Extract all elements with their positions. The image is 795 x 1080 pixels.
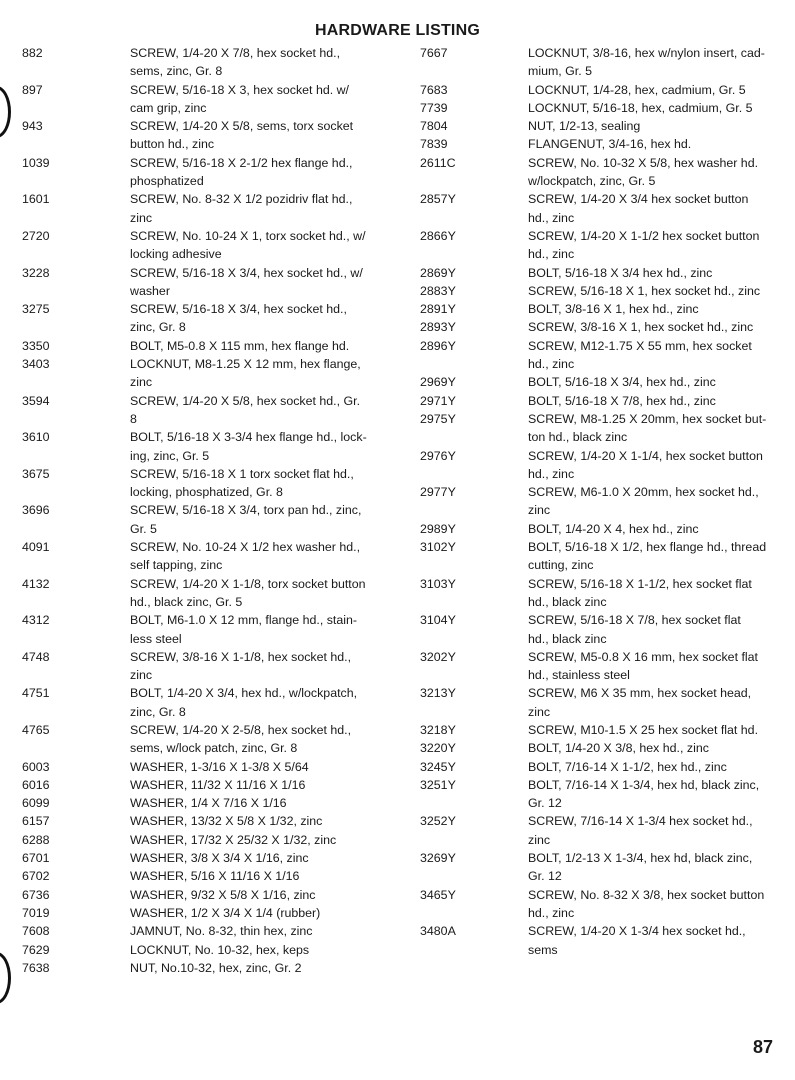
description-line: SCREW, M6-1.0 X 20mm, hex socket hd., xyxy=(528,485,759,500)
description-line: BOLT, 1/4-20 X 4, hex hd., zinc xyxy=(528,521,699,536)
part-entry xyxy=(420,227,775,264)
description-line: LOCKNUT, 1/4-28, hex, cadmium, Gr. 5 xyxy=(528,82,746,97)
part-entry xyxy=(22,355,392,392)
description-line: SCREW, M10-1.5 X 25 hex socket flat hd. xyxy=(528,722,759,737)
part-entry xyxy=(22,154,392,191)
part-number: 2896Y xyxy=(420,338,456,353)
part-description xyxy=(528,611,775,648)
part-number: 2857Y xyxy=(420,192,456,207)
part-entry xyxy=(22,721,392,758)
binder-hole-mark xyxy=(0,86,11,138)
description-line: WASHER, 3/8 X 3/4 X 1/16, zinc xyxy=(130,851,309,866)
description-line: zinc, Gr. 8 xyxy=(130,320,186,335)
part-description xyxy=(130,264,392,301)
description-line: WASHER, 1-3/16 X 1-3/8 X 5/64 xyxy=(130,759,309,774)
part-entry xyxy=(22,758,392,776)
description-line: SCREW, No. 10-24 X 1, torx socket hd., w/ xyxy=(130,228,366,243)
part-entry xyxy=(22,611,392,648)
part-entry xyxy=(420,264,775,282)
part-description xyxy=(130,117,392,154)
part-entry xyxy=(22,648,392,685)
part-entry xyxy=(420,81,775,99)
part-entry xyxy=(420,373,775,391)
part-description xyxy=(528,410,775,447)
part-number: 7019 xyxy=(22,905,50,920)
description-line: BOLT, M5-0.8 X 115 mm, hex flange hd. xyxy=(130,338,350,353)
part-description xyxy=(130,776,392,794)
part-entry xyxy=(22,117,392,154)
part-entry xyxy=(22,264,392,301)
part-description xyxy=(130,922,392,940)
description-line: WASHER, 17/32 X 25/32 X 1/32, zinc xyxy=(130,832,337,847)
part-number: 7638 xyxy=(22,960,50,975)
part-number: 3245Y xyxy=(420,759,456,774)
part-number: 4751 xyxy=(22,686,50,701)
part-description xyxy=(528,812,775,849)
description-line: WASHER, 9/32 X 5/8 X 1/16, zinc xyxy=(130,887,316,902)
part-description xyxy=(130,721,392,758)
part-description xyxy=(528,758,775,776)
part-number: 2611C xyxy=(420,155,456,170)
part-entry xyxy=(22,831,392,849)
description-line: SCREW, 5/16-18 X 1, hex socket hd., zinc xyxy=(528,283,761,298)
description-line: SCREW, No. 10-24 X 1/2 hex washer hd., xyxy=(130,540,361,555)
description-line: hd., black zinc xyxy=(528,594,607,609)
part-description xyxy=(528,648,775,685)
part-description xyxy=(528,227,775,264)
part-number: 7839 xyxy=(420,137,448,152)
part-entry xyxy=(22,465,392,502)
part-entry xyxy=(22,922,392,940)
description-line: WASHER, 1/2 X 3/4 X 1/4 (rubber) xyxy=(130,905,321,920)
part-description xyxy=(130,959,392,977)
part-number: 2975Y xyxy=(420,411,456,426)
description-line: zinc xyxy=(528,704,551,719)
description-line: BOLT, 7/16-14 X 1-1/2, hex hd., zinc xyxy=(528,759,727,774)
description-line: SCREW, 1/4-20 X 5/8, sems, torx socket xyxy=(130,119,354,134)
part-entry xyxy=(420,739,775,757)
description-line: SCREW, No. 8-32 X 1/2 pozidriv flat hd., xyxy=(130,192,353,207)
part-description xyxy=(130,794,392,812)
description-line: zinc xyxy=(130,375,153,390)
part-number: 6157 xyxy=(22,814,50,829)
part-description xyxy=(528,922,775,959)
part-entry xyxy=(22,300,392,337)
description-line: hd., stainless steel xyxy=(528,668,630,683)
description-line: WASHER, 13/32 X 5/8 X 1/32, zinc xyxy=(130,814,323,829)
description-line: JAMNUT, No. 8-32, thin hex, zinc xyxy=(130,924,313,939)
description-line: hd., zinc xyxy=(528,210,575,225)
part-number: 3103Y xyxy=(420,576,456,591)
part-number: 3102Y xyxy=(420,540,456,555)
part-entry xyxy=(22,812,392,830)
description-line: SCREW, M8-1.25 X 20mm, hex socket but- xyxy=(528,411,767,426)
part-entry xyxy=(22,337,392,355)
part-number: 2883Y xyxy=(420,283,456,298)
description-line: zinc, Gr. 8 xyxy=(130,704,186,719)
part-number: 6099 xyxy=(22,796,50,811)
part-entry xyxy=(22,227,392,264)
part-description xyxy=(528,282,775,300)
part-description xyxy=(528,44,775,81)
part-description xyxy=(528,190,775,227)
description-line: SCREW, 1/4-20 X 1-3/4 hex socket hd., xyxy=(528,924,746,939)
part-number: 3480A xyxy=(420,924,456,939)
description-line: WASHER, 1/4 X 7/16 X 1/16 xyxy=(130,796,287,811)
part-number: 2869Y xyxy=(420,265,456,280)
part-entry xyxy=(420,538,775,575)
description-line: NUT, 1/2-13, sealing xyxy=(528,119,641,134)
description-line: hd., zinc xyxy=(528,466,575,481)
part-number: 3675 xyxy=(22,466,50,481)
part-number: 3269Y xyxy=(420,851,456,866)
part-description xyxy=(130,812,392,830)
part-entry xyxy=(22,959,392,977)
description-line: w/lockpatch, zinc, Gr. 5 xyxy=(528,174,656,189)
part-number: 2977Y xyxy=(420,485,456,500)
description-line: button hd., zinc xyxy=(130,137,215,152)
description-line: ton hd., black zinc xyxy=(528,430,628,445)
part-description xyxy=(130,904,392,922)
part-entry xyxy=(22,867,392,885)
description-line: Gr. 12 xyxy=(528,796,562,811)
part-description xyxy=(528,318,775,336)
part-number: 4312 xyxy=(22,613,50,628)
part-number: 7739 xyxy=(420,100,448,115)
description-line: sems, w/lock patch, zinc, Gr. 8 xyxy=(130,741,298,756)
part-description xyxy=(130,428,392,465)
part-description xyxy=(130,501,392,538)
part-entry xyxy=(22,538,392,575)
part-entry xyxy=(420,611,775,648)
part-entry xyxy=(420,44,775,81)
description-line: hd., black zinc, Gr. 5 xyxy=(130,594,243,609)
part-number: 6701 xyxy=(22,851,50,866)
description-line: SCREW, 1/4-20 X 3/4 hex socket button xyxy=(528,192,749,207)
part-number: 4091 xyxy=(22,540,50,555)
part-entry xyxy=(420,758,775,776)
part-entry xyxy=(22,886,392,904)
part-description xyxy=(528,117,775,135)
description-line: WASHER, 5/16 X 11/16 X 1/16 xyxy=(130,869,300,884)
description-line: sems xyxy=(528,942,558,957)
part-description xyxy=(528,538,775,575)
description-line: cutting, zinc xyxy=(528,558,594,573)
page-title: HARDWARE LISTING xyxy=(315,22,480,39)
description-line: zinc xyxy=(528,832,551,847)
description-line: SCREW, 5/16-18 X 3, hex socket hd. w/ xyxy=(130,82,350,97)
part-description xyxy=(130,44,392,81)
description-line: zinc xyxy=(130,668,153,683)
description-line: hd., zinc xyxy=(528,905,575,920)
description-line: mium, Gr. 5 xyxy=(528,64,593,79)
part-number: 897 xyxy=(22,82,43,97)
description-line: BOLT, 5/16-18 X 3/4 hex hd., zinc xyxy=(528,265,713,280)
part-description xyxy=(130,300,392,337)
part-entry xyxy=(22,81,392,118)
part-number: 3202Y xyxy=(420,649,456,664)
part-entry xyxy=(22,849,392,867)
part-entry xyxy=(22,794,392,812)
part-number: 4132 xyxy=(22,576,50,591)
part-number: 3251Y xyxy=(420,777,456,792)
part-description xyxy=(528,684,775,721)
part-number: 882 xyxy=(22,46,43,60)
part-description xyxy=(130,190,392,227)
part-number: 7804 xyxy=(420,119,448,134)
part-entry xyxy=(22,501,392,538)
part-description xyxy=(130,886,392,904)
part-number: 3594 xyxy=(22,393,50,408)
part-description xyxy=(528,99,775,117)
left-parts-column xyxy=(22,44,392,977)
part-number: 4765 xyxy=(22,722,50,737)
part-number: 1601 xyxy=(22,192,50,207)
description-line: BOLT, M6-1.0 X 12 mm, flange hd., stain- xyxy=(130,613,358,628)
part-description xyxy=(130,758,392,776)
part-entry xyxy=(22,575,392,612)
part-description xyxy=(528,739,775,757)
part-entry xyxy=(420,520,775,538)
part-entry xyxy=(420,776,775,813)
part-number: 6003 xyxy=(22,759,50,774)
description-line: BOLT, 5/16-18 X 3/4, hex hd., zinc xyxy=(528,375,716,390)
description-line: SCREW, 1/4-20 X 7/8, hex socket hd., xyxy=(130,46,341,60)
part-number: 2989Y xyxy=(420,521,456,536)
part-number: 2893Y xyxy=(420,320,456,335)
part-entry xyxy=(420,483,775,520)
part-description xyxy=(528,575,775,612)
part-number: 3252Y xyxy=(420,814,456,829)
description-line: SCREW, 5/16-18 X 3/4, hex socket hd., w/ xyxy=(130,265,363,280)
description-line: NUT, No.10-32, hex, zinc, Gr. 2 xyxy=(130,960,302,975)
part-entry xyxy=(420,135,775,153)
part-number: 6736 xyxy=(22,887,50,902)
description-line: WASHER, 11/32 X 11/16 X 1/16 xyxy=(130,777,306,792)
description-line: LOCKNUT, 3/8-16, hex w/nylon insert, cad- xyxy=(528,46,765,60)
description-line: ing, zinc, Gr. 5 xyxy=(130,448,210,463)
description-line: BOLT, 1/4-20 X 3/4, hex hd., w/lockpatch, xyxy=(130,686,358,701)
part-description xyxy=(130,538,392,575)
part-description xyxy=(528,447,775,484)
description-line: BOLT, 7/16-14 X 1-3/4, hex hd, black zinc, xyxy=(528,777,760,792)
part-number: 2866Y xyxy=(420,228,456,243)
part-description xyxy=(130,227,392,264)
description-line: self tapping, zinc xyxy=(130,558,223,573)
part-description xyxy=(528,373,775,391)
part-entry xyxy=(420,648,775,685)
description-line: zinc xyxy=(528,503,551,518)
description-line: locking, phosphatized, Gr. 8 xyxy=(130,485,283,500)
part-description xyxy=(528,721,775,739)
part-description xyxy=(130,465,392,502)
description-line: SCREW, 5/16-18 X 2-1/2 hex flange hd., xyxy=(130,155,353,170)
part-description xyxy=(528,300,775,318)
part-number: 3696 xyxy=(22,503,50,518)
part-description xyxy=(130,684,392,721)
part-description xyxy=(130,575,392,612)
description-line: locking adhesive xyxy=(130,247,222,262)
description-line: LOCKNUT, M8-1.25 X 12 mm, hex flange, xyxy=(130,357,361,372)
part-entry xyxy=(420,99,775,117)
description-line: SCREW, 1/4-20 X 5/8, hex socket hd., Gr. xyxy=(130,393,361,408)
part-number: 3465Y xyxy=(420,887,456,902)
description-line: BOLT, 1/4-20 X 3/8, hex hd., zinc xyxy=(528,741,709,756)
part-description xyxy=(130,154,392,191)
part-description xyxy=(130,849,392,867)
description-line: less steel xyxy=(130,631,182,646)
part-number: 7629 xyxy=(22,942,50,957)
part-number: 3213Y xyxy=(420,686,456,701)
description-line: SCREW, 1/4-20 X 2-5/8, hex socket hd., xyxy=(130,722,352,737)
description-line: BOLT, 3/8-16 X 1, hex hd., zinc xyxy=(528,302,699,317)
description-line: 8 xyxy=(130,411,137,426)
part-number: 7683 xyxy=(420,82,448,97)
description-line: SCREW, 5/16-18 X 3/4, torx pan hd., zinc, xyxy=(130,503,362,518)
part-entry xyxy=(22,941,392,959)
part-description xyxy=(130,831,392,849)
description-line: SCREW, 1/4-20 X 1-1/2 hex socket button xyxy=(528,228,760,243)
part-description xyxy=(528,776,775,813)
part-entry xyxy=(420,886,775,923)
part-entry xyxy=(420,318,775,336)
part-entry xyxy=(22,44,392,81)
part-number: 3350 xyxy=(22,338,50,353)
part-description xyxy=(528,483,775,520)
part-number: 7608 xyxy=(22,924,50,939)
description-line: SCREW, 5/16-18 X 3/4, hex socket hd., xyxy=(130,302,347,317)
part-entry xyxy=(420,812,775,849)
part-number: 2720 xyxy=(22,228,50,243)
part-description xyxy=(528,154,775,191)
part-number: 1039 xyxy=(22,155,50,170)
part-description xyxy=(528,392,775,410)
part-entry xyxy=(420,282,775,300)
part-number: 943 xyxy=(22,119,43,134)
part-description xyxy=(528,520,775,538)
part-description xyxy=(130,648,392,685)
description-line: cam grip, zinc xyxy=(130,100,207,115)
description-line: zinc xyxy=(130,210,153,225)
description-line: SCREW, 5/16-18 X 1-1/2, hex socket flat xyxy=(528,576,752,591)
part-description xyxy=(130,392,392,429)
part-number: 2971Y xyxy=(420,393,456,408)
description-line: Gr. 12 xyxy=(528,869,562,884)
part-number: 7667 xyxy=(420,46,448,60)
part-number: 6702 xyxy=(22,869,50,884)
description-line: Gr. 5 xyxy=(130,521,157,536)
part-description xyxy=(528,81,775,99)
part-number: 6016 xyxy=(22,777,50,792)
description-line: hd., black zinc xyxy=(528,631,607,646)
part-number: 6288 xyxy=(22,832,50,847)
part-entry xyxy=(420,684,775,721)
part-entry xyxy=(420,410,775,447)
description-line: SCREW, 3/8-16 X 1-1/8, hex socket hd., xyxy=(130,649,352,664)
part-entry xyxy=(22,190,392,227)
part-entry xyxy=(22,392,392,429)
description-line: BOLT, 5/16-18 X 3-3/4 hex flange hd., lock- xyxy=(130,430,367,445)
part-entry xyxy=(420,300,775,318)
part-description xyxy=(528,135,775,153)
part-entry xyxy=(420,922,775,959)
description-line: SCREW, 7/16-14 X 1-3/4 hex socket hd., xyxy=(528,814,753,829)
description-line: LOCKNUT, No. 10-32, hex, keps xyxy=(130,942,310,957)
description-line: SCREW, 3/8-16 X 1, hex socket hd., zinc xyxy=(528,320,754,335)
part-entry xyxy=(420,721,775,739)
description-line: SCREW, No. 8-32 X 3/8, hex socket button xyxy=(528,887,765,902)
part-entry xyxy=(22,428,392,465)
part-entry xyxy=(22,776,392,794)
part-number: 3220Y xyxy=(420,741,456,756)
description-line: LOCKNUT, 5/16-18, hex, cadmium, Gr. 5 xyxy=(528,100,753,115)
part-number: 3403 xyxy=(22,357,50,372)
part-entry xyxy=(420,154,775,191)
part-description xyxy=(528,886,775,923)
description-line: SCREW, 5/16-18 X 7/8, hex socket flat xyxy=(528,613,741,628)
part-entry xyxy=(420,447,775,484)
description-line: phosphatized xyxy=(130,174,204,189)
part-description xyxy=(130,355,392,392)
description-line: SCREW, No. 10-32 X 5/8, hex washer hd. xyxy=(528,155,759,170)
right-parts-column xyxy=(420,44,775,959)
part-number: 3104Y xyxy=(420,613,456,628)
part-entry xyxy=(420,190,775,227)
part-entry xyxy=(22,904,392,922)
part-description xyxy=(130,337,392,355)
description-line: SCREW, 5/16-18 X 1 torx socket flat hd., xyxy=(130,466,354,481)
part-entry xyxy=(420,337,775,374)
description-line: SCREW, M12-1.75 X 55 mm, hex socket xyxy=(528,338,752,353)
description-line: washer xyxy=(130,283,170,298)
description-line: SCREW, M6 X 35 mm, hex socket head, xyxy=(528,686,752,701)
description-line: SCREW, 1/4-20 X 1-1/4, hex socket button xyxy=(528,448,763,463)
part-number: 2976Y xyxy=(420,448,456,463)
part-description xyxy=(528,849,775,886)
part-entry xyxy=(22,684,392,721)
part-entry xyxy=(420,117,775,135)
part-number: 2891Y xyxy=(420,302,456,317)
part-entry xyxy=(420,849,775,886)
description-line: BOLT, 5/16-18 X 7/8, hex hd., zinc xyxy=(528,393,716,408)
part-entry xyxy=(420,392,775,410)
part-description xyxy=(130,81,392,118)
description-line: SCREW, 1/4-20 X 1-1/8, torx socket button xyxy=(130,576,366,591)
part-description xyxy=(528,337,775,374)
part-number: 3275 xyxy=(22,302,50,317)
description-line: hd., zinc xyxy=(528,357,575,372)
part-description xyxy=(130,941,392,959)
part-entry xyxy=(420,575,775,612)
part-description xyxy=(528,264,775,282)
description-line: BOLT, 1/2-13 X 1-3/4, hex hd, black zinc, xyxy=(528,851,753,866)
description-line: BOLT, 5/16-18 X 1/2, hex flange hd., thread xyxy=(528,540,767,555)
part-number: 3218Y xyxy=(420,722,456,737)
part-number: 4748 xyxy=(22,649,50,664)
description-line: FLANGENUT, 3/4-16, hex hd. xyxy=(528,137,692,152)
part-number: 2969Y xyxy=(420,375,456,390)
part-description xyxy=(130,611,392,648)
binder-hole-mark xyxy=(0,952,11,1004)
part-number: 3228 xyxy=(22,265,50,280)
page-number: 87 xyxy=(752,1037,773,1057)
part-number: 3610 xyxy=(22,430,50,445)
description-line: hd., zinc xyxy=(528,247,575,262)
description-line: SCREW, M5-0.8 X 16 mm, hex socket flat xyxy=(528,649,758,664)
part-description xyxy=(130,867,392,885)
description-line: sems, zinc, Gr. 8 xyxy=(130,64,223,79)
